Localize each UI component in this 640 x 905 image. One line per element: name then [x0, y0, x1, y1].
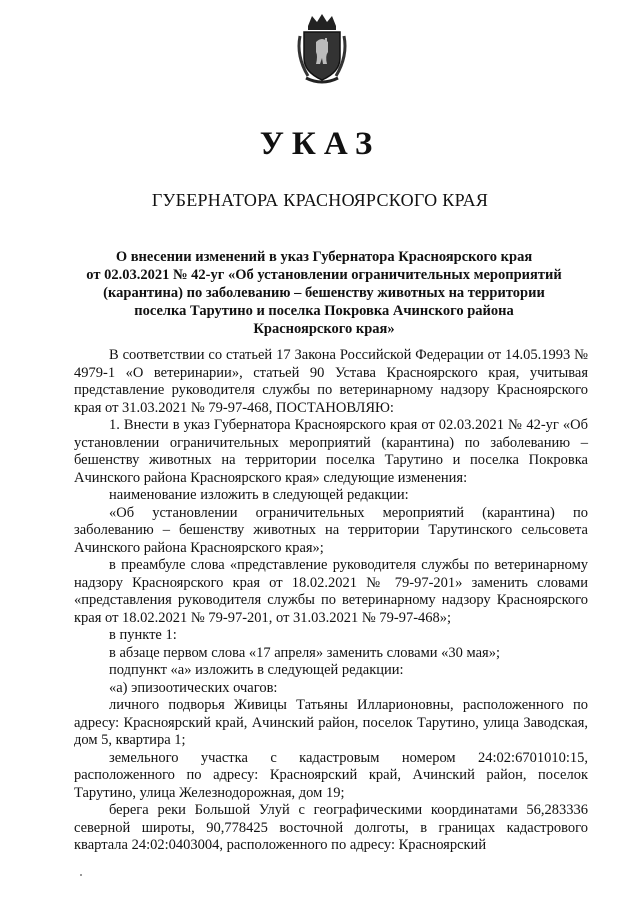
paragraph: берега реки Большой Улуй с географическими координатами 56,283336 северной широты, 90,778425 восточной долготы, в границах кадастрового квартала 24:02:0403004, расположенного по адресу: Красноярский — [74, 802, 588, 853]
document-type-title: УКАЗ — [259, 126, 381, 162]
paragraph: в абзаце первом слова «17 апреля» заменить словами «30 мая»; — [109, 644, 500, 661]
heading-line: от 02.03.2021 № 42-уг «Об установлении ограничительных мероприятий — [86, 267, 562, 283]
issuer-subtitle: ГУБЕРНАТОРА КРАСНОЯРСКОГО КРАЯ — [151, 190, 489, 210]
decree-heading — [74, 248, 574, 338]
scan-speck — [80, 874, 82, 876]
paragraph: личного подворья Живицы Татьяны Илларионовны, расположенного по адресу: Красноярский край, Ачинский район, поселок Тарутино, улица Заводская, дом 5, квартира 1; — [74, 697, 588, 748]
paragraph: «а) эпизоотических очагов: — [109, 679, 278, 696]
paragraph: подпункт «а» изложить в следующей редакции: — [109, 662, 404, 678]
decree-body — [74, 347, 588, 855]
paragraph-item-1: 1. Внести в указ Губернатора Красноярского края от 02.03.2021 № 42-уг «Об установлении ограничительных мероприятий (карантина) по заболеванию – бешенству животных на территории поселка Тарутино и поселка Покровка Ачинского района Красноярского края» следующие изменения: — [74, 417, 588, 486]
heading-line: (карантина) по заболеванию – бешенству животных на территории — [103, 285, 545, 301]
paragraph: в преамбуле слова «представление руководителя службы по ветеринарному надзору Красноярского края от 18.02.2021 № 79-97-201» заменить словами «представления руководителя службы по ветеринарному надзору Красноярского края от 18.02.2021 № 79-97-201, от 31.03.2021 № 79-97-468»; — [74, 557, 588, 626]
heading-line: Красноярского края» — [253, 321, 395, 337]
heading-line: поселка Тарутино и поселка Покровка Ачинского района — [134, 303, 514, 319]
paragraph-preamble: В соответствии со статьей 17 Закона Российской Федерации от 14.05.1993 № 4979-1 «О ветеринарии», статьей 90 Устава Красноярского края, учитывая представление руководителя службы по ветеринарному надзору Красноярского края от 31.03.2021 № 79-97-468, ПОСТАНОВЛЯЮ: — [74, 347, 588, 416]
heading-line: О внесении изменений в указ Губернатора Красноярского края — [115, 249, 533, 265]
krasnoyarsk-coat-of-arms-icon — [294, 12, 350, 86]
paragraph: наименование изложить в следующей редакции: — [109, 487, 409, 503]
paragraph-quote: «Об установлении ограничительных мероприятий (карантина) по заболеванию – бешенству животных на территории Тарутинского сельсовета Ачинского района Красноярского края»; — [74, 504, 588, 556]
paragraph: земельного участка с кадастровым номером 24:02:6701010:15, расположенного по адресу: Красноярский край, Ачинский район, поселок Тарутино, улица Железнодорожная, дом 19; — [74, 749, 588, 801]
paragraph: в пункте 1: — [109, 627, 177, 643]
